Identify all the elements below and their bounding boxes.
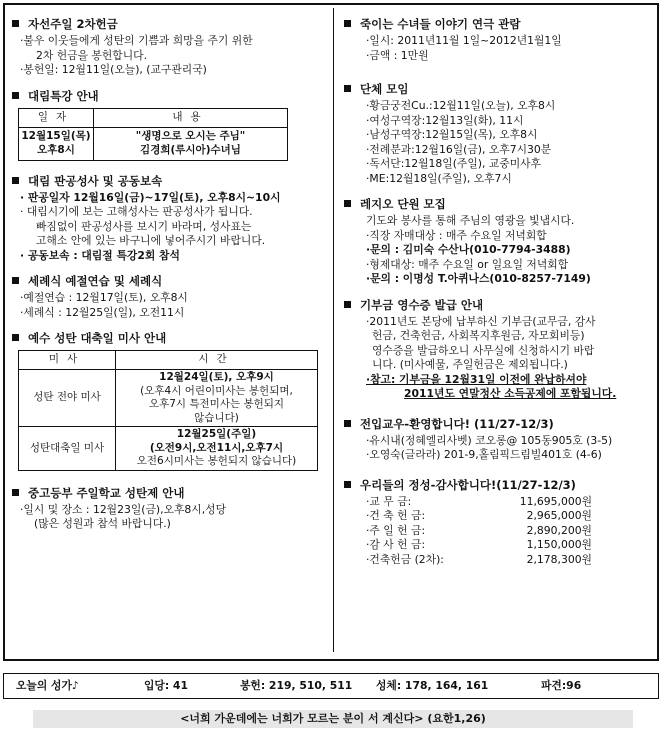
table-cell: (오전9시,오전11시,오후7시 (149, 441, 284, 454)
bullet-square-icon (12, 177, 19, 184)
scripture-verse: <너희 가운데에는 너희가 모르는 분이 서 계신다> (요한1,26) (33, 710, 633, 728)
bullet-square-icon (12, 334, 19, 341)
table-header: 내용 (94, 108, 288, 127)
section-line: · 대림시기에 보는 고해성사는 판공성사가 됩니다. (20, 205, 253, 218)
offering-amount: 1,150,000원 (526, 538, 592, 551)
hymn-communion: 성체: 178, 164, 161 (376, 679, 489, 692)
mass-table (18, 350, 318, 471)
table-cell: 오후7시 특전미사는 봉헌되지 (148, 398, 285, 410)
section-baptism (12, 273, 324, 320)
section-line: ·일시 및 장소 : 12월23일(금),오후8시,성당 (20, 502, 227, 516)
section-line: (많은 성원과 참석 바랍니다.) (34, 517, 171, 530)
section-line: ·문의 : 김미숙 수산나(010-7794-3488) (366, 243, 571, 256)
section-line: ·세례식 : 12월25일(일), 오전11시 (20, 305, 185, 319)
section-line: 2차 헌금을 봉헌합니다. (36, 48, 148, 62)
table-header: 미사 (19, 351, 116, 370)
section-line: ·전례분과:12월16일(금), 오후7시30분 (366, 142, 552, 156)
section-line: 니다. (미사예물, 주일헌금은 제외됩니다.) (372, 358, 568, 371)
section-line: 2011년도 연말정산 소득공제에 포함됩니다. (404, 387, 617, 400)
section-christmas-mass (12, 330, 324, 471)
table-cell: (오후4시 어린이미사는 봉헌되며, (140, 384, 293, 397)
bullet-square-icon (344, 420, 351, 427)
table-cell: 오전6시미사는 봉헌되지 않습니다) (136, 455, 297, 467)
section-title: 대림특강 안내 (28, 88, 99, 103)
lecture-table (18, 108, 288, 161)
section-donation-receipt (344, 297, 649, 402)
section-line: 빠짐없이 판공성사를 보시기 바라며, 성사표는 (36, 219, 252, 233)
hymn-dismissal: 파견:96 (541, 679, 582, 692)
section-advent-lecture (12, 88, 324, 161)
table-cell: 성탄대축일 미사 (19, 427, 116, 471)
table-cell: 김경희(루시아)수녀님 (140, 143, 241, 156)
section-line: ·참고: 기부금을 12월31일 이전에 완납하셔야 (366, 372, 587, 386)
section-offerings (344, 477, 649, 568)
table-cell: 12월15일(목) (21, 130, 91, 142)
offering-label: ·건축헌금 (2차): (366, 552, 444, 566)
section-line: ·직장 자매대상 : 매주 수요일 저녁회합 (366, 228, 547, 242)
section-line: 기도와 봉사를 통해 주님의 영광을 빛냅시다. (366, 214, 575, 227)
section-line: ·유시내(정혜엘리사벳) 코오롱@ 105동905호 (3-5) (366, 433, 613, 447)
offering-amount: 2,890,200원 (526, 523, 592, 537)
section-line: ·형제대상: 매주 수요일 or 일요일 저녁회합 (366, 257, 569, 271)
hymn-offertory: 봉헌: 219, 510, 511 (240, 679, 353, 692)
bullet-square-icon (12, 489, 19, 496)
bullet-square-icon (344, 301, 351, 308)
section-title: 자선주일 2차헌금 (28, 17, 118, 31)
section-line: ·2011년도 본당에 납부하신 기부금(교무금, 감사 (366, 314, 596, 328)
section-title: 우리들의 정성-감사합니다!(11/27-12/3) (360, 477, 576, 492)
section-line: ·ME:12월18일(주일), 오후7시 (366, 171, 512, 185)
offering-row (344, 524, 649, 539)
table-cell: 오후8시 (37, 143, 75, 156)
table-cell: "생명으로 오시는 주님" (135, 130, 246, 142)
bullet-square-icon (12, 92, 19, 99)
bullet-square-icon (12, 20, 19, 27)
offering-row (344, 495, 649, 510)
offering-label: ·교 무 금: (366, 494, 412, 508)
bullet-square-icon (12, 277, 19, 284)
offering-label: ·감 사 헌 금: (366, 538, 426, 551)
table-header: 시간 (116, 351, 318, 370)
section-line: ·봉헌일: 12월11일(오늘), (교구관리국) (20, 63, 207, 76)
offering-label: ·주 일 헌 금: (366, 523, 426, 537)
hymn-footer (3, 673, 659, 699)
bullet-square-icon (344, 20, 351, 27)
section-title: 레지오 단원 모집 (360, 197, 446, 211)
section-line: ·금액 : 1만원 (366, 48, 429, 62)
section-line: 영수증을 발급하오니 사무실에 신청하시기 바랍 (372, 343, 595, 357)
bullet-square-icon (344, 200, 351, 207)
section-title: 죽이는 수녀들 이야기 연극 관람 (360, 17, 521, 31)
offering-row (344, 553, 649, 568)
section-title: 기부금 영수증 발급 안내 (360, 297, 484, 312)
offering-amount: 11,695,000원 (519, 494, 592, 508)
left-column (12, 16, 324, 542)
column-divider (333, 8, 334, 652)
offering-row (344, 538, 649, 553)
section-title: 예수 성탄 대축일 미사 안내 (28, 331, 167, 345)
section-line: · 공동보속 : 대림절 특강2회 참석 (20, 248, 180, 262)
offering-amount: 2,965,000원 (526, 509, 592, 522)
bullet-square-icon (344, 481, 351, 488)
section-charity-offering (12, 16, 324, 78)
section-line: ·예절연습 : 12월17일(토), 오후8시 (20, 291, 188, 304)
section-group-meetings (344, 81, 649, 186)
section-title: 중고등부 주일학교 성탄제 안내 (28, 485, 185, 500)
section-line: ·문의 : 이명성 T.아퀴나스(010-8257-7149) (366, 272, 591, 285)
section-line: ·불우 이웃들에게 성탄의 기쁨과 희망을 주기 위한 (20, 34, 253, 47)
section-legio-recruit (344, 196, 649, 287)
hymn-entry: 입당: 41 (144, 679, 188, 692)
section-new-parishioners (344, 416, 649, 463)
table-cell: 성탄 전야 미사 (19, 370, 116, 427)
section-line: ·오영숙(글라라) 201-9,홀림픽드림빌401호 (4-6) (366, 448, 602, 461)
hymn-title: 오늘의 성가♪ (16, 679, 79, 692)
table-cell: 12월24일(토), 오후9시 (159, 371, 274, 383)
table-cell: 않습니다) (194, 411, 239, 424)
section-line: · 판공일자 12월16일(금)~17일(토), 오후8시~10시 (20, 190, 281, 204)
section-title: 대림 판공성사 및 공동보속 (28, 173, 163, 188)
offering-label: ·건 축 헌 금: (366, 509, 426, 522)
section-line: 헌금, 건축헌금, 사회복지후원금, 자모회비등) (372, 329, 585, 342)
table-cell: 12월25일(주일) (176, 428, 257, 440)
section-line: 고해소 안에 있는 바구니에 넣어주시기 바랍니다. (36, 234, 266, 247)
section-title: 단체 모임 (360, 82, 409, 96)
section-line: ·황금궁전Cu.:12월11일(오늘), 오후8시 (366, 99, 556, 112)
section-line: ·일시: 2011년11월 1일~2012년1월1일 (366, 34, 562, 47)
right-column (344, 16, 649, 577)
offering-row (344, 509, 649, 524)
section-title: 세례식 예절연습 및 세례식 (28, 274, 163, 288)
section-youth-christmas (12, 485, 324, 532)
section-title: 전입교우-환영합니다! (11/27-12/3) (360, 416, 554, 431)
bullet-square-icon (344, 85, 351, 92)
section-advent-confession (12, 173, 324, 264)
offering-amount: 2,178,300원 (526, 552, 592, 566)
section-play (344, 16, 649, 63)
section-line: ·남성구역장:12월15일(목), 오후8시 (366, 128, 538, 141)
section-line: ·독서단:12월18일(주일), 교중미사후 (366, 157, 541, 170)
table-header: 일자 (19, 108, 94, 127)
section-line: ·여성구역장:12월13일(화), 11시 (366, 113, 524, 127)
